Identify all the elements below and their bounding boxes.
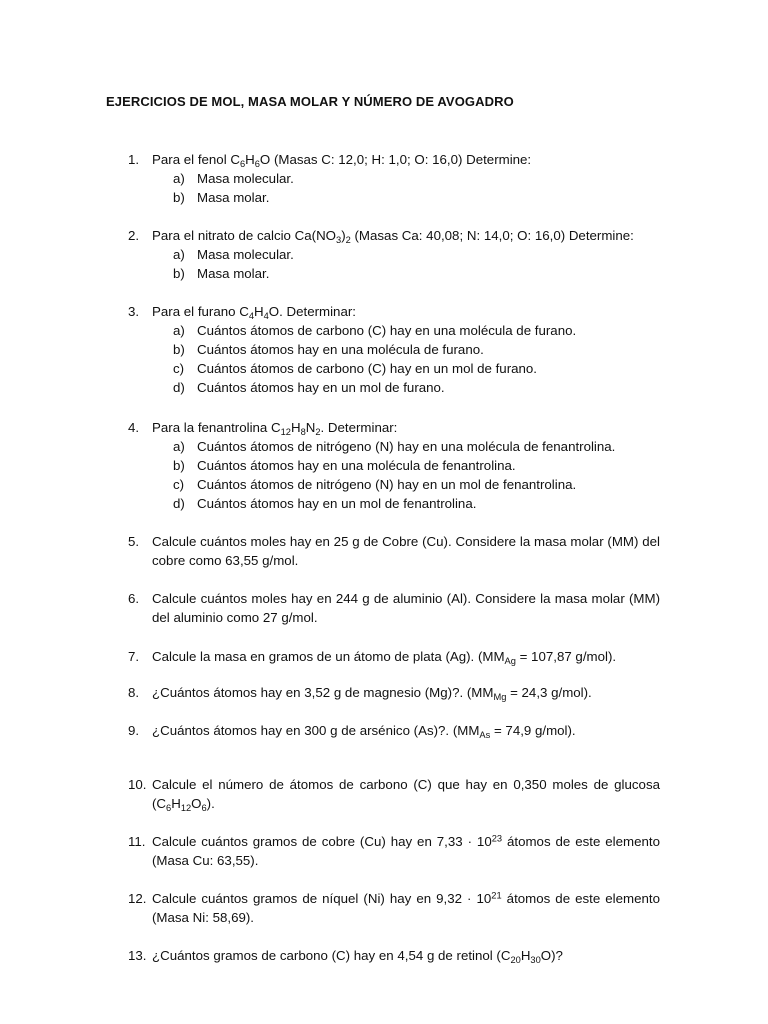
exercise-number: 8.	[128, 685, 140, 700]
exercise-number: 12.	[128, 891, 147, 906]
sub-question: c) Cuántos átomos de nitrógeno (N) hay en un mol de fenantrolina.	[173, 477, 577, 492]
exercise-text: ¿Cuántos átomos hay en 3,52 g de magnesio (Mg)?. ($MM_{Mg} = 24,3$ g/mol).	[152, 685, 592, 702]
sub-question: a) Cuántos átomos de carbono (C) hay en una molécula de furano.	[173, 323, 577, 338]
exercise-text: Calcule cuántos moles hay en 25 g de Cobre (Cu). Considere la masa molar (MM) del cobre como 63,55 g/mol.	[152, 534, 660, 568]
exercise-item-11	[128, 832, 660, 870]
exercise-number: 4.	[128, 420, 140, 435]
exercise-item-12	[128, 889, 660, 927]
exercise-item-6	[128, 589, 660, 627]
sub-question: a) Masa molecular.	[173, 247, 294, 262]
exercise-item-3	[128, 302, 660, 397]
exercise-text: Calcule cuántos gramos de cobre (Cu) hay en $7,33 \cdot 10^{23}$ átomos de este elemento (Masa Cu: 63,55).	[152, 833, 660, 868]
exercise-number: 13.	[128, 948, 147, 963]
exercise-number: 1.	[128, 152, 140, 167]
exercise-text: Para el fenol $C_6H_6O$ (Masas C: 12,0; H: 1,0; O: 16,0) Determine:	[152, 152, 532, 169]
exercise-text: ¿Cuántos átomos hay en 300 g de arsénico (As)?. ($MM_{As} = 74,9$ g/mol).	[152, 723, 576, 740]
document-title: EJERCICIOS DE MOL, MASA MOLAR Y NÚMERO DE AVOGADRO	[106, 94, 514, 109]
sub-question: c) Cuántos átomos de carbono (C) hay en un mol de furano.	[173, 361, 538, 376]
exercise-item-5	[128, 532, 660, 570]
exercise-text: Calcule cuántos moles hay en 244 g de aluminio (Al). Considere la masa molar (MM) del aluminio como 27 g/mol.	[152, 591, 660, 625]
exercise-number: 10.	[128, 777, 147, 792]
exercise-number: 3.	[128, 304, 140, 319]
sub-question: b) Cuántos átomos hay en una molécula de fenantrolina.	[173, 458, 516, 473]
sub-question: a) Cuántos átomos de nitrógeno (N) hay en una molécula de fenantrolina.	[173, 439, 616, 454]
sub-question: d) Cuántos átomos hay en un mol de furano.	[173, 380, 445, 395]
sub-question: b) Cuántos átomos hay en una molécula de furano.	[173, 342, 484, 357]
exercise-number: 2.	[128, 228, 140, 243]
exercise-item-9	[128, 721, 660, 740]
sub-question: d) Cuántos átomos hay en un mol de fenantrolina.	[173, 496, 477, 511]
exercise-item-2	[128, 226, 660, 283]
exercise-text: Para la fenantrolina $C_{12}H_8N_2$. Determinar:	[152, 420, 398, 437]
exercise-number: 7.	[128, 649, 140, 664]
exercise-number: 11.	[128, 834, 146, 849]
exercise-text: ¿Cuántos gramos de carbono (C) hay en 4,54 g de retinol $(C_{20}H_{30}O)$?	[152, 948, 563, 965]
exercise-number: 9.	[128, 723, 140, 738]
exercise-number: 6.	[128, 591, 140, 606]
exercise-item-13	[128, 946, 660, 965]
exercise-item-7	[128, 647, 660, 666]
sub-question: b) Masa molar.	[173, 190, 270, 205]
exercise-text: Calcule la masa en gramos de un átomo de plata (Ag). ($MM_{Ag} = 107,87$ g/mol).	[152, 649, 617, 666]
exercise-item-4	[128, 418, 660, 513]
exercise-text: Para el nitrato de calcio $Ca(NO_3)_2$ (Masas Ca: 40,08; N: 14,0; O: 16,0) Determine:	[152, 228, 634, 245]
exercise-number: 5.	[128, 534, 140, 549]
exercise-text: Para el furano $C_4H_4O$. Determinar:	[152, 304, 356, 321]
sub-question: a) Masa molecular.	[173, 171, 294, 186]
exercise-text: Calcule el número de átomos de carbono (C) que hay en 0,350 moles de glucosa $(C_6H_{12}O_6)$.	[152, 777, 660, 813]
exercise-item-8	[128, 683, 660, 702]
exercise-text: Calcule cuántos gramos de níquel (Ni) hay en $9,32 \cdot 10^{21}$ átomos de este elemento (Masa Ni: 58,69).	[152, 890, 660, 925]
sub-question: b) Masa molar.	[173, 266, 270, 281]
exercise-item-1	[128, 150, 660, 207]
exercise-item-10	[128, 775, 660, 813]
